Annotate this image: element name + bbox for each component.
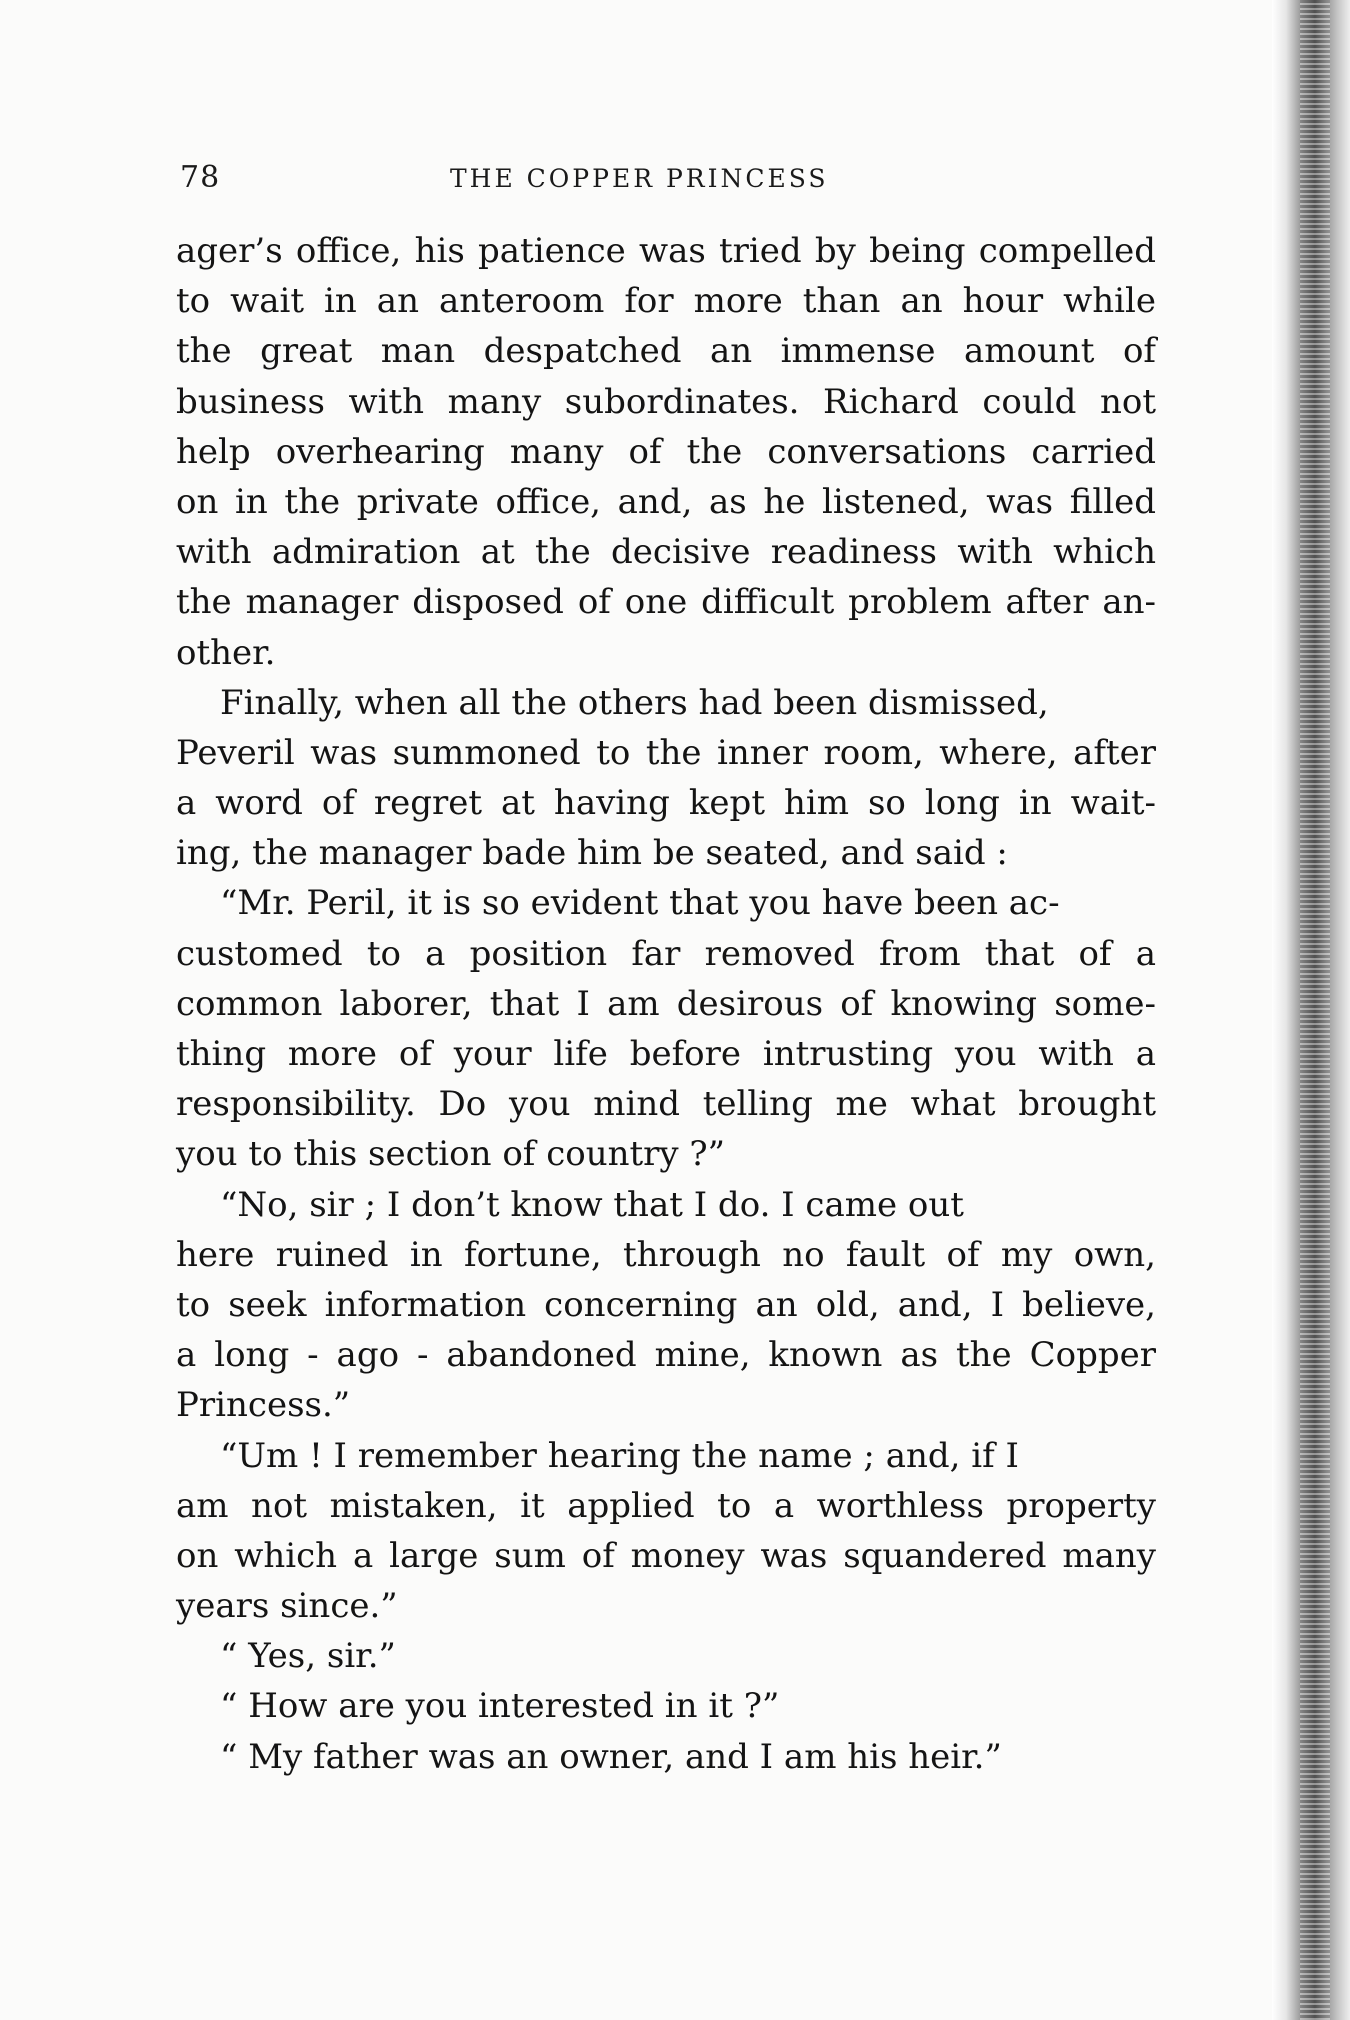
- text-line: am not mistaken, it applied to a worthless property: [176, 1485, 1156, 1526]
- text-line: to seek information concerning an old, and, I believe,: [176, 1284, 1156, 1325]
- text-line: “Um ! I remember hearing the name ; and, if I: [220, 1435, 1019, 1476]
- text-line: responsibility. Do you mind telling me what brought: [176, 1084, 1156, 1125]
- text-line: here ruined in fortune, through no fault of my own,: [176, 1234, 1156, 1275]
- text-line: on in the private office, and, as he listened, was filled: [176, 481, 1156, 522]
- text-line: with admiration at the decisive readiness with which: [176, 532, 1156, 573]
- body-text: [176, 226, 1156, 1782]
- text-line: on which a large sum of money was squandered many: [176, 1535, 1156, 1576]
- text-line: “ Yes, sir.”: [220, 1636, 396, 1677]
- text-line: a word of regret at having kept him so long in wait-: [176, 783, 1156, 824]
- text-line: Finally, when all the others had been dismissed,: [220, 682, 1049, 723]
- page-header: [180, 160, 1180, 200]
- text-line: years since.”: [176, 1586, 398, 1627]
- text-line: “ My father was an owner, and I am his heir.”: [220, 1736, 1002, 1777]
- text-line: help overhearing many of the conversations carried: [176, 431, 1156, 472]
- text-line: ager’s office, his patience was tried by being compelled: [176, 231, 1156, 271]
- text-line: thing more of your life before intrusting you with a: [176, 1034, 1156, 1074]
- text-line: ing, the manager bade him be seated, and said :: [176, 833, 1008, 874]
- text-line: to wait in an anteroom for more than an hour while: [176, 281, 1156, 322]
- page-number: 78: [180, 160, 221, 195]
- text-line: business with many subordinates. Richard could not: [176, 381, 1156, 422]
- text-line: “No, sir ; I don’t know that I do. I came out: [220, 1184, 964, 1225]
- text-line: “Mr. Peril, it is so evident that you have been ac-: [220, 883, 1060, 924]
- text-line: the great man despatched an immense amount of: [176, 331, 1156, 372]
- text-line: other.: [176, 632, 276, 673]
- text-line: Princess.”: [176, 1385, 351, 1426]
- text-line: customed to a position far removed from that of a: [176, 933, 1156, 974]
- running-title: THE COPPER PRINCESS: [450, 164, 829, 193]
- text-line: “ How are you interested in it ?”: [220, 1686, 780, 1727]
- text-line: Peveril was summoned to the inner room, where, after: [176, 732, 1156, 773]
- text-line: you to this section of country ?”: [176, 1134, 726, 1175]
- text-line: the manager disposed of one difficult problem after an-: [176, 582, 1156, 623]
- page-edge-shadow: [1272, 0, 1350, 2020]
- text-line: a long - ago - abandoned mine, known as the Copper: [176, 1335, 1156, 1376]
- text-line: common laborer, that I am desirous of knowing some-: [176, 983, 1156, 1024]
